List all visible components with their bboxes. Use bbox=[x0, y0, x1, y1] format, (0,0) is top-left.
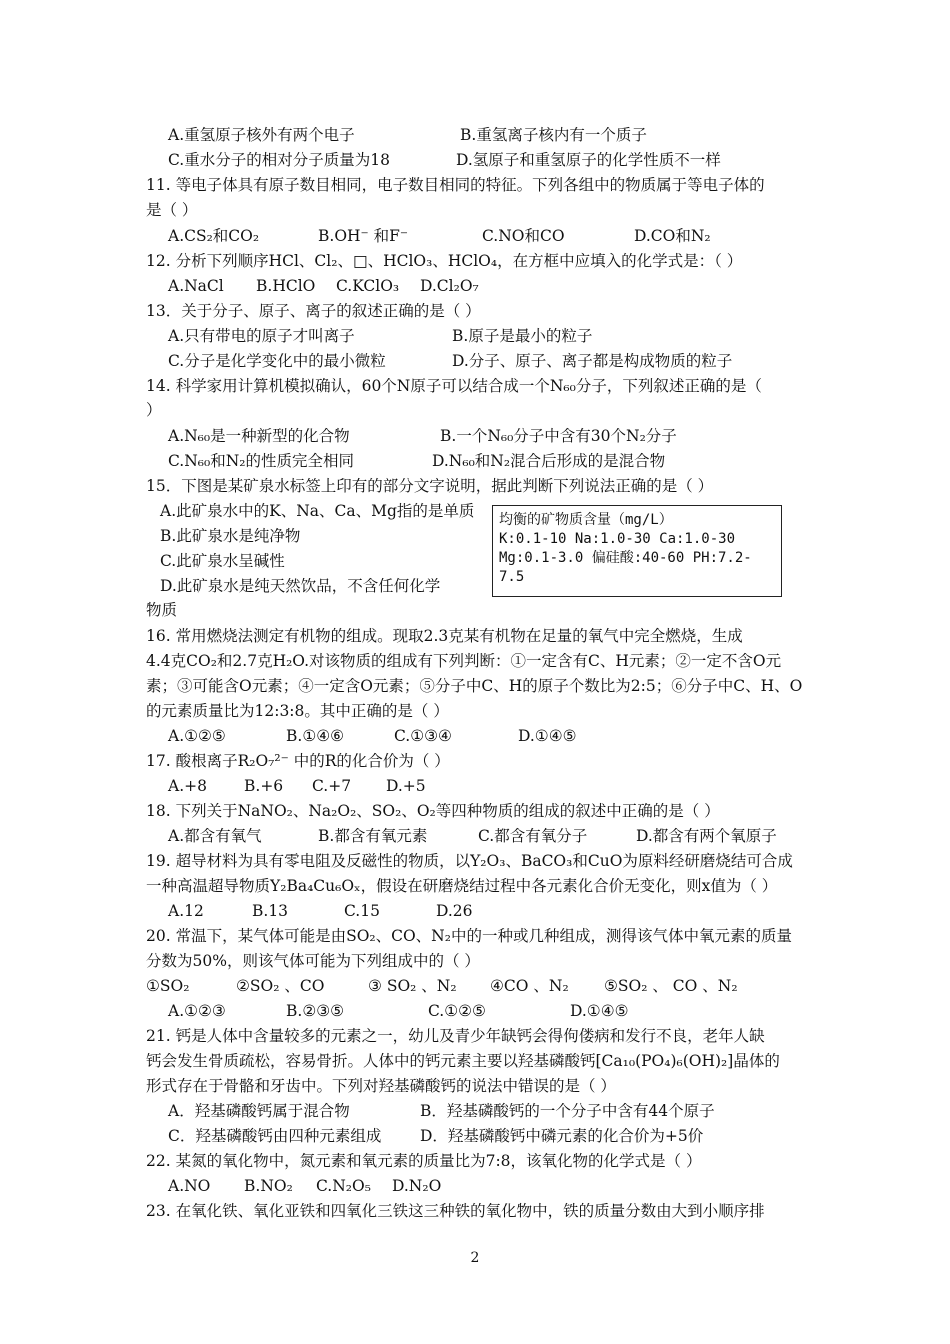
combination-4: ④CO 、N₂ bbox=[490, 977, 569, 995]
question-21: 21. 钙是人体中含量较多的元素之一，幼儿及青少年缺钙会得佝偻病和发行不良，老年人缺 bbox=[146, 1027, 765, 1045]
label-line: 7.5 bbox=[499, 569, 525, 585]
option-b: B.13 bbox=[252, 902, 289, 920]
option-b: B.都含有氧元素 bbox=[318, 827, 428, 845]
option-a: A.+8 bbox=[168, 777, 207, 795]
option-c: C.都含有氧分子 bbox=[478, 827, 588, 845]
option-a: A.都含有氧气 bbox=[168, 827, 262, 845]
option-d: D.26 bbox=[436, 902, 473, 920]
label-line: Mg:0.1-3.0 偏硅酸:40-60 PH:7.2- bbox=[499, 550, 752, 566]
question-17: 17. 酸根离子R₂O₇²⁻ 中的R的化合价为（ ） bbox=[146, 752, 450, 770]
question-20: 20. 常温下，某气体可能是由SO₂、CO、N₂中的一种或几种组成，测得该气体中氧元素的质量 bbox=[146, 927, 792, 945]
option-c: C.KClO₃ bbox=[336, 277, 400, 295]
option-b: B.①④⑥ bbox=[286, 727, 345, 745]
question-21-cont: 形式存在于骨骼和牙齿中。下列对羟基磷酸钙的说法中错误的是（ ） bbox=[146, 1077, 616, 1095]
question-19: 19. 超导材料为具有零电阻及反磁性的物质，以Y₂O₃、BaCO₃和CuO为原料经研磨烧结可合成 bbox=[146, 852, 793, 870]
option-d: D.Cl₂O₇ bbox=[420, 277, 479, 295]
option-d: D.+5 bbox=[386, 777, 426, 795]
combination-5: ⑤SO₂ 、 CO 、N₂ bbox=[604, 977, 738, 995]
question-22: 22. 某氮的氧化物中，氮元素和氧元素的质量比为7:8，该氧化物的化学式是（ ） bbox=[146, 1152, 702, 1170]
mineral-water-label-box bbox=[492, 505, 782, 597]
option-b: B.原子是最小的粒子 bbox=[452, 327, 593, 345]
question-14-cont: ） bbox=[146, 401, 162, 419]
option-b: B.HClO bbox=[256, 277, 316, 295]
option-c: C.NO和CO bbox=[482, 227, 565, 245]
question-18: 18. 下列关于NaNO₂、Na₂O₂、SO₂、O₂等四种物质的组成的叙述中正确的是（ ） bbox=[146, 802, 720, 820]
combination-1: ①SO₂ bbox=[146, 977, 190, 995]
option-d: D．羟基磷酸钙中磷元素的化合价为+5价 bbox=[420, 1127, 704, 1145]
option-a: A.NaCl bbox=[168, 277, 224, 295]
option-d: D.N₆₀和N₂混合后形成的是混合物 bbox=[432, 452, 666, 470]
option-d-cont: 物质 bbox=[146, 601, 178, 619]
question-12: 12. 分析下列顺序HCl、Cl₂、□、HClO₃、HClO₄，在方框中应填入的化学式是：（ ） bbox=[146, 252, 743, 270]
option-c: C.15 bbox=[344, 902, 380, 920]
option-b: B.NO₂ bbox=[244, 1177, 293, 1195]
option-c: C.N₂O₅ bbox=[316, 1177, 371, 1195]
combination-3: ③ SO₂ 、N₂ bbox=[368, 977, 457, 995]
option-a: A.①②⑤ bbox=[168, 727, 226, 745]
option-a: A.只有带电的原子才叫离子 bbox=[168, 327, 355, 345]
question-11-cont: 是（ ） bbox=[146, 201, 198, 219]
question-13: 13．关于分子、原子、离子的叙述正确的是（ ） bbox=[146, 302, 481, 320]
question-14: 14. 科学家用计算机模拟确认，60个N原子可以结合成一个N₆₀分子，下列叙述正确的是（ bbox=[146, 377, 762, 395]
option-c: C．羟基磷酸钙由四种元素组成 bbox=[168, 1127, 382, 1145]
question-23: 23. 在氧化铁、氧化亚铁和四氧化三铁这三种铁的氧化物中，铁的质量分数由大到小顺序排 bbox=[146, 1202, 765, 1220]
option-c: C.+7 bbox=[312, 777, 352, 795]
option-a: A.①②③ bbox=[168, 1002, 226, 1020]
option-d: D.此矿泉水是纯天然饮品，不含任何化学 bbox=[160, 577, 441, 595]
question-16-cont: 4.4克CO₂和2.7克H₂O.对该物质的组成有下列判断：①一定含有C、H元素；②一定不含O元 bbox=[146, 652, 782, 670]
combination-2: ②SO₂ 、CO bbox=[236, 977, 325, 995]
option-c: C.分子是化学变化中的最小微粒 bbox=[168, 352, 386, 370]
question-11: 11. 等电子体具有原子数目相同，电子数目相同的特征。下列各组中的物质属于等电子体的 bbox=[146, 176, 765, 194]
option-b: B.此矿泉水是纯净物 bbox=[160, 527, 301, 545]
option-c: C.重水分子的相对分子质量为18 bbox=[168, 151, 390, 169]
question-16: 16. 常用燃烧法测定有机物的组成。现取2.3克某有机物在足量的氧气中完全燃烧，生成 bbox=[146, 627, 743, 645]
page-number: 2 bbox=[470, 1250, 480, 1266]
option-d: D.氢原子和重氢原子的化学性质不一样 bbox=[456, 151, 721, 169]
option-a: A.N₆₀是一种新型的化合物 bbox=[168, 427, 350, 445]
option-d: D.都含有两个氧原子 bbox=[636, 827, 777, 845]
option-d: D.CO和N₂ bbox=[634, 227, 711, 245]
option-b: B.+6 bbox=[244, 777, 284, 795]
question-16-cont: 的元素质量比为12:3:8。其中正确的是（ ） bbox=[146, 702, 449, 720]
option-d: D.N₂O bbox=[392, 1177, 442, 1195]
option-c: C.①②⑤ bbox=[428, 1002, 486, 1020]
option-a: A.12 bbox=[168, 902, 204, 920]
option-b: B.重氢离子核内有一个质子 bbox=[460, 126, 647, 144]
option-d: D.①④⑤ bbox=[570, 1002, 629, 1020]
question-16-cont: 素；③可能含O元素；④一定含O元素；⑤分子中C、H的原子个数比为2:5；⑥分子中C、H、O bbox=[146, 677, 803, 695]
option-c: C.N₆₀和N₂的性质完全相同 bbox=[168, 452, 355, 470]
label-line: K:0.1-10 Na:1.0-30 Ca:1.0-30 bbox=[499, 531, 736, 547]
option-a: A.NO bbox=[168, 1177, 211, 1195]
option-c: C.此矿泉水呈碱性 bbox=[160, 552, 285, 570]
option-b: B.②③⑤ bbox=[286, 1002, 345, 1020]
option-b: B.一个N₆₀分子中含有30个N₂分子 bbox=[440, 427, 677, 445]
option-a: A.CS₂和CO₂ bbox=[168, 227, 260, 245]
option-a: A．羟基磷酸钙属于混合物 bbox=[168, 1102, 350, 1120]
question-21-cont: 钙会发生骨质疏松，容易骨折。人体中的钙元素主要以羟基磷酸钙[Ca₁₀(PO₄)₆(OH)₂]晶体的 bbox=[146, 1052, 780, 1070]
label-heading: 均衡的矿物质含量（mg/L） bbox=[499, 512, 673, 528]
question-15: 15．下图是某矿泉水标签上印有的部分文字说明，据此判断下列说法正确的是（ ） bbox=[146, 477, 714, 495]
option-c: C.①③④ bbox=[394, 727, 452, 745]
option-d: D.①④⑤ bbox=[518, 727, 577, 745]
option-b: B．羟基磷酸钙的一个分子中含有44个原子 bbox=[420, 1102, 715, 1120]
option-a: A.此矿泉水中的K、Na、Ca、Mg指的是单质 bbox=[160, 502, 475, 520]
question-19-cont: 一种高温超导物质Y₂Ba₄Cu₆Oₓ，假设在研磨烧结过程中各元素化合价无变化，则x值为（ ） bbox=[146, 877, 778, 895]
option-a: A.重氢原子核外有两个电子 bbox=[168, 126, 355, 144]
question-20-cont: 分数为50%，则该气体可能为下列组成中的（ ） bbox=[146, 952, 480, 970]
option-d: D.分子、原子、离子都是构成物质的粒子 bbox=[452, 352, 733, 370]
option-b: B.OH⁻ 和F⁻ bbox=[318, 227, 409, 245]
